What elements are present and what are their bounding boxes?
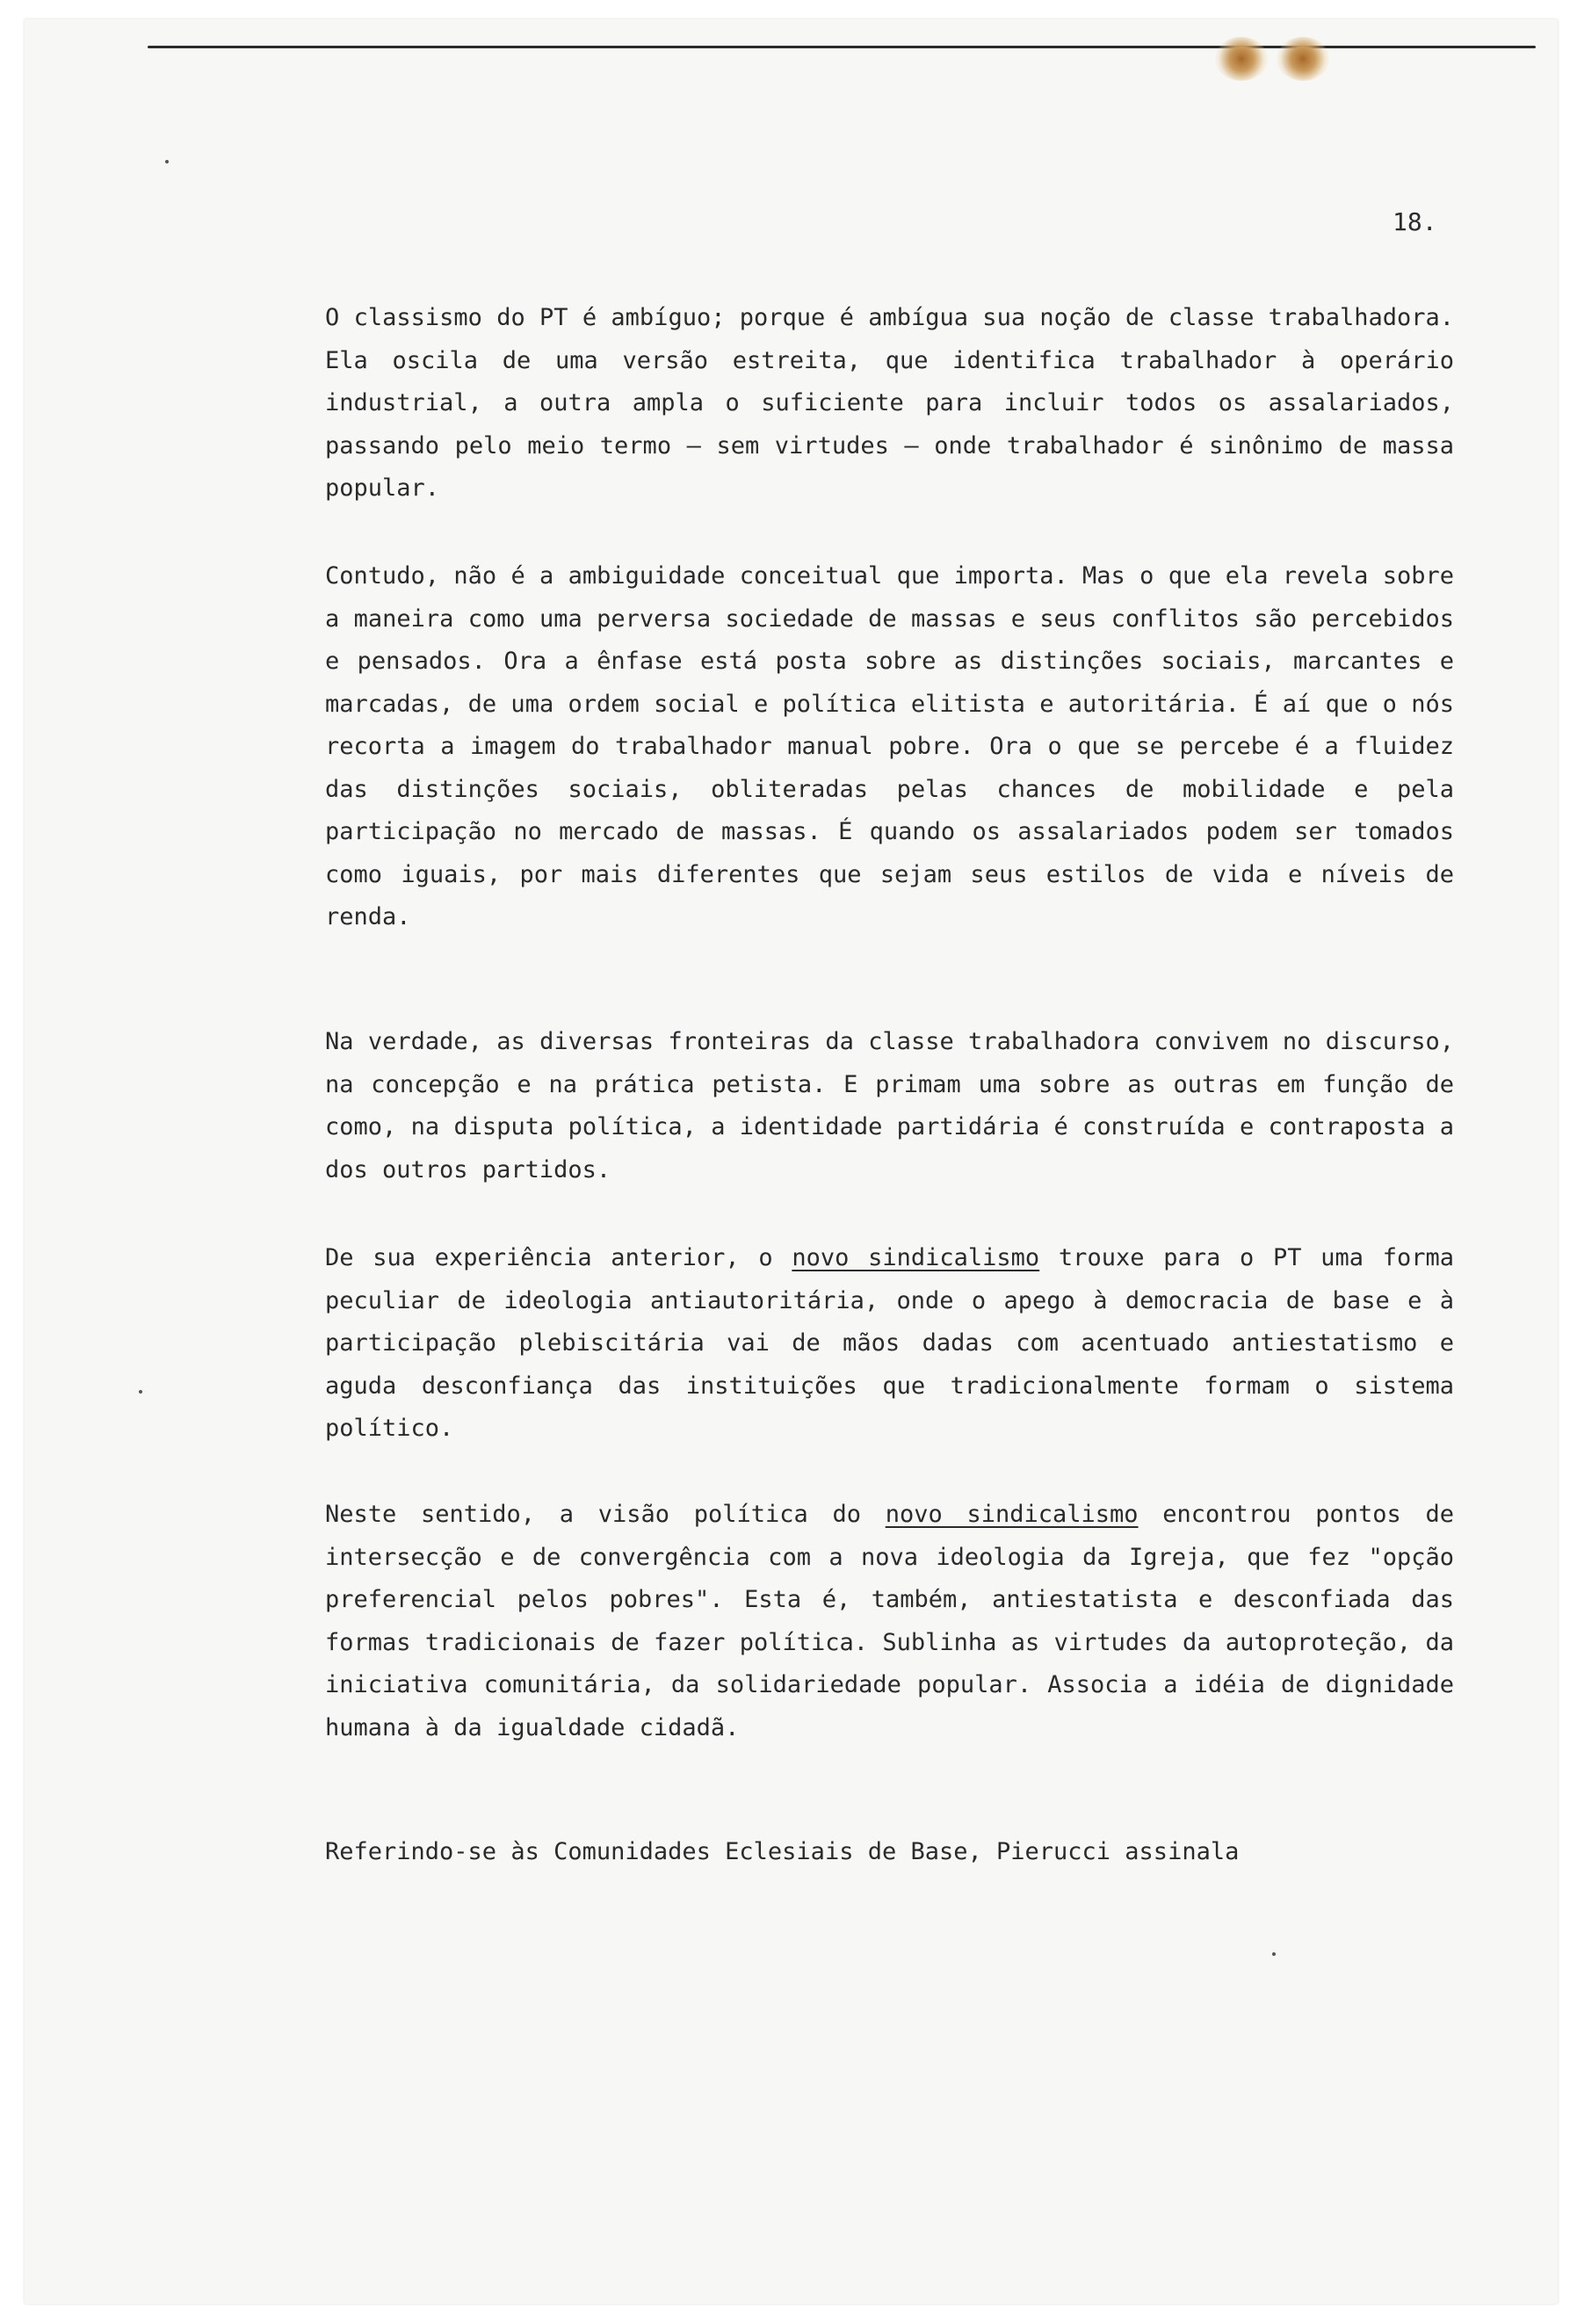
paragraph-3: [325, 1021, 1454, 1191]
paragraph-text-part: encontrou pontos de intersecção e de convergência com a nova ideologia da Igreja, que fez "opção preferencial pelos pobres". Esta é, também, antiestatista e desconfiada das formas tradicionais de fazer política. Sublinha as virtudes da autoproteção, da iniciativa comunitária, da solidariedade popular. Associa a idéia de dignidade humana à da igualdade cidadã.: [325, 1501, 1455, 1741]
underlined-term: novo sindicalismo: [885, 1501, 1139, 1528]
paragraph-text-part: Neste sentido, a visão política do: [325, 1501, 886, 1528]
paragraph-2: [325, 555, 1454, 939]
rust-stain-mark: [1277, 37, 1329, 81]
paragraph-text: Contudo, não é a ambiguidade conceitual que importa. Mas o que ela revela sobre a maneira como uma perversa sociedade de massas e seus conflitos são percebidos e pensados. Ora a ênfase está posta sobre as distinções sociais, marcantes e marcadas, de uma ordem social e política elitista e autoritária. É aí que o nós recorta a imagem do trabalhador manual pobre. Ora o que se percebe é a fluidez das distinções sociais, obliteradas pelas chances de mobilidade e pela participação no mercado de massas. É quando os assalariados podem ser tomados como iguais, por mais diferentes que sejam seus estilos de vida e níveis de renda.: [325, 562, 1454, 930]
paragraph-text: [325, 1494, 1454, 1749]
paragraph-text: [325, 1237, 1454, 1451]
rust-stain-mark: [1215, 37, 1268, 81]
paragraph-text: O classismo do PT é ambíguo; porque é ambígua sua noção de classe trabalhadora. Ela oscila de uma versão estreita, que identifica trabalhador à operário industrial, a outra ampla o suficiente para incluir todos os assalariados, passando pelo meio termo — sem virtudes — onde trabalhador é sinônimo de massa popular.: [325, 304, 1454, 502]
ink-speck: [139, 1390, 142, 1394]
paragraph-6: [325, 1831, 1454, 1874]
paragraph-text: Na verdade, as diversas fronteiras da classe trabalhadora convivem no discurso, na concepção e na prática petista. E primam uma sobre as outras em função de como, na disputa política, a identidade partidária é construída e contraposta a dos outros partidos.: [325, 1028, 1454, 1184]
paragraph-4: [325, 1237, 1454, 1451]
paragraph-text-part: trouxe para o PT uma forma peculiar de ideologia antiautoritária, onde o apego à democracia de base e à participação plebiscitária vai de mãos dadas com acentuado antiestatismo e aguda desconfiança das instituições que tradicionalmente formam o sistema político.: [325, 1244, 1454, 1442]
paragraph-1: [325, 297, 1454, 510]
paragraph-text-part: De sua experiência anterior, o: [325, 1244, 792, 1271]
page-number: 18.: [1393, 207, 1437, 236]
top-rule-line: [148, 46, 1536, 48]
ink-speck: [165, 160, 169, 163]
ink-speck: [1272, 1952, 1276, 1956]
paragraph-text: Referindo-se às Comunidades Eclesiais de Base, Pierucci assinala: [325, 1838, 1240, 1865]
underlined-term: novo sindicalismo: [792, 1244, 1040, 1271]
paragraph-5: [325, 1494, 1454, 1749]
